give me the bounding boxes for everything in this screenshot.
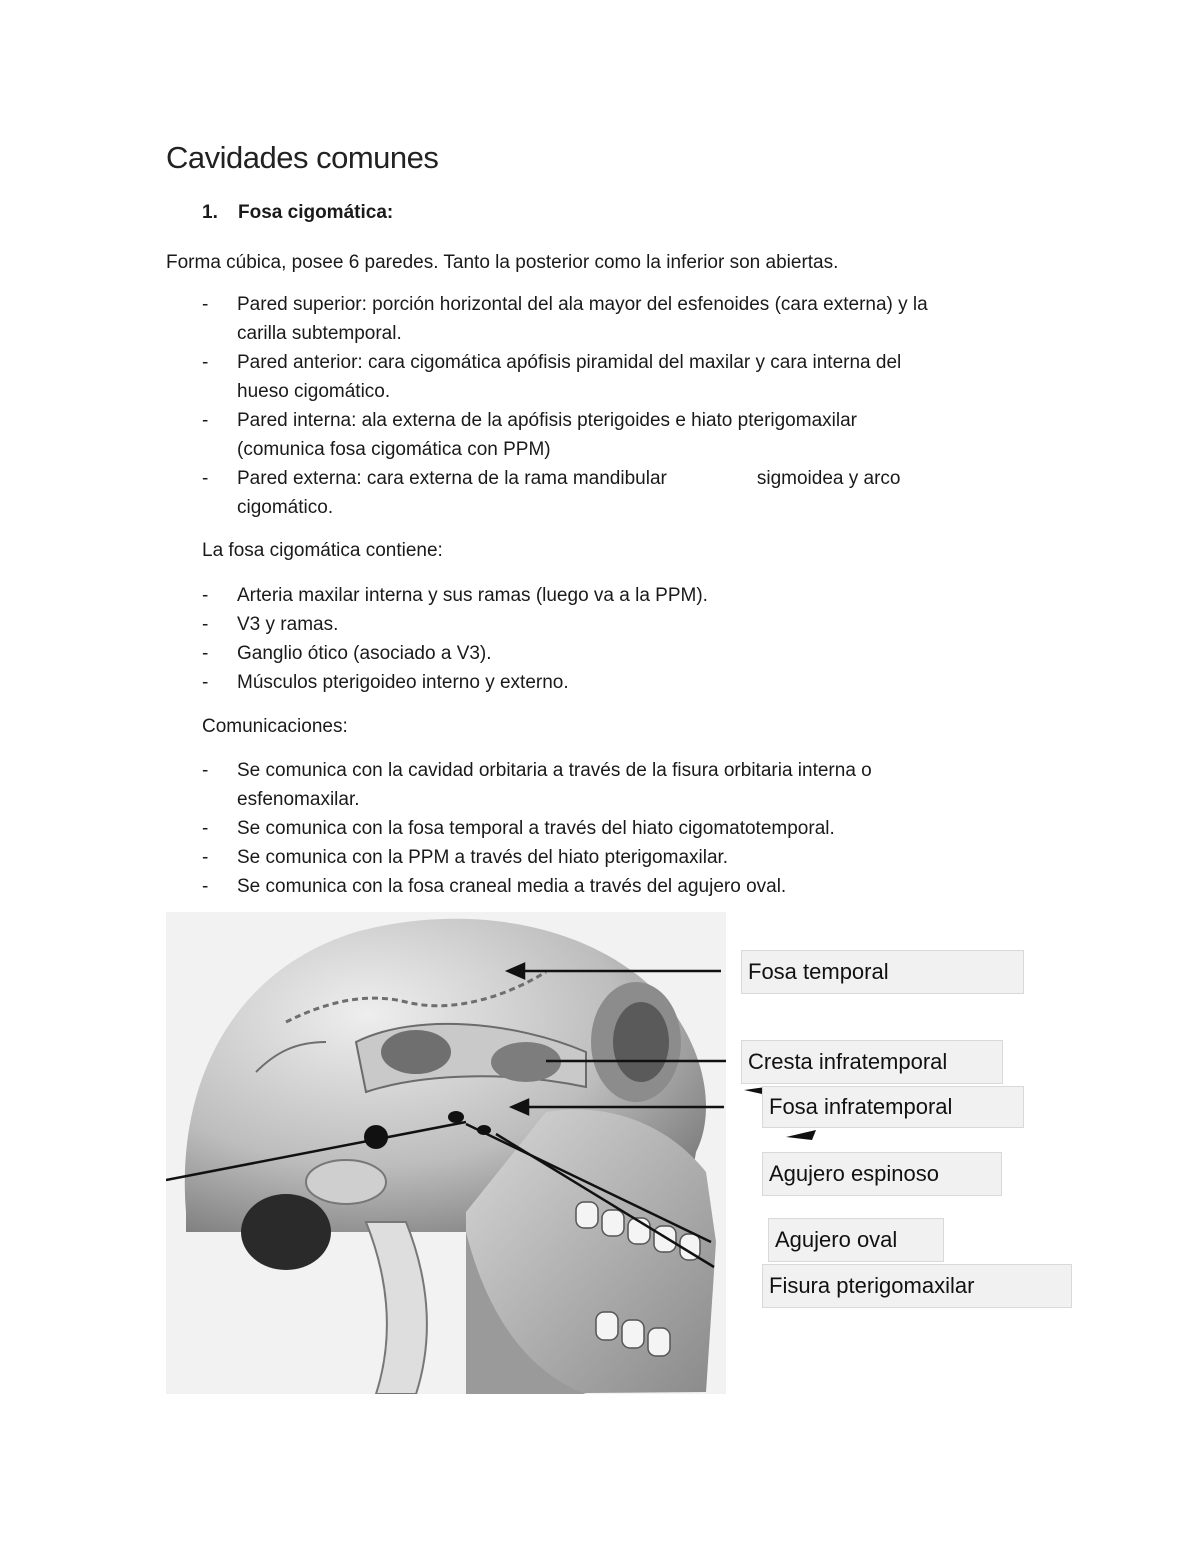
dash-bullet: - [202,468,209,489]
list-item-text: V3 y ramas. [237,614,339,635]
list-item [202,406,1027,464]
skull-figure [166,912,1076,1394]
list-item [202,843,1027,872]
communications-list [202,756,1027,901]
list-item-text: Pared externa: cara externa de la rama mandibular [237,468,667,489]
list-item-text: Pared superior: porción horizontal del ala mayor del esfenoides (cara externa) y la [237,294,928,315]
list-item-text: Pared anterior: cara cigomática apófisis piramidal del maxilar y cara interna del [237,352,902,373]
list-item-text: hueso cigomático. [237,381,391,402]
label-cresta-infratemporal [741,1040,1003,1084]
label-fosa-infratemporal [762,1086,1024,1128]
dash-bullet: - [202,614,209,635]
list-item [202,756,1027,814]
list-item-text: sigmoidea y arco [756,468,901,489]
dash-bullet: - [202,818,209,839]
dash-bullet: - [202,585,209,606]
list-item [202,610,1027,639]
list-item [202,464,1027,522]
list-item-text: Se comunica con la cavidad orbitaria a través de la fisura orbitaria interna o [237,760,872,781]
section-heading [202,202,393,224]
list-item-text: (comunica fosa cigomática con PPM) [237,439,551,460]
dash-bullet: - [202,760,209,781]
list-item-text: carilla subtemporal. [237,323,402,344]
label-agujero-espinoso [762,1152,1002,1196]
dash-bullet: - [202,847,209,868]
list-item-text: Músculos pterigoideo interno y externo. [237,672,569,693]
label-fosa-infratemporal-text: Fosa infratemporal [769,1094,953,1119]
label-agujero-oval-text: Agujero oval [775,1227,898,1252]
label-agujero-espinoso-text: Agujero espinoso [769,1161,940,1186]
list-item [202,814,1027,843]
list-item-text: Ganglio ótico (asociado a V3). [237,643,492,664]
list-item [202,581,1027,610]
label-fisura-pterigomaxilar-text: Fisura pterigomaxilar [769,1273,975,1298]
label-fisura-pterigomaxilar [762,1264,1072,1308]
list-item-text: Arteria maxilar interna y sus ramas (luego va a la PPM). [237,585,708,606]
communications-heading: Comunicaciones: [202,716,348,737]
page-title: Cavidades comunes [166,140,439,175]
list-item [202,668,1027,697]
section-number: 1. [202,202,218,223]
dash-bullet: - [202,294,209,315]
list-item [202,639,1027,668]
list-item-text: esfenomaxilar. [237,789,360,810]
list-item-text: cigomático. [237,497,334,518]
walls-list [202,290,1027,522]
list-item-text: Se comunica con la PPM a través del hiato pterigomaxilar. [237,847,729,868]
section-title: Fosa cigomática: [238,202,394,223]
dash-bullet: - [202,352,209,373]
list-item [202,290,1027,348]
label-fosa-temporal [741,950,1024,994]
list-item-text: Se comunica con la fosa craneal media a través del agujero oval. [237,876,787,897]
label-fosa-temporal-text: Fosa temporal [748,959,889,984]
contents-list [202,581,1027,697]
list-item [202,872,1027,901]
list-item [202,348,1027,406]
list-item-text: Pared interna: ala externa de la apófisis pterigoides e hiato pterigomaxilar [237,410,857,431]
dash-bullet: - [202,876,209,897]
label-cresta-infratemporal-text: Cresta infratemporal [748,1049,948,1074]
dash-bullet: - [202,672,209,693]
intro-paragraph: Forma cúbica, posee 6 paredes. Tanto la posterior como la inferior son abiertas. [166,252,839,273]
dash-bullet: - [202,410,209,431]
dash-bullet: - [202,643,209,664]
list-item-text: Se comunica con la fosa temporal a través del hiato cigomatotemporal. [237,818,835,839]
label-agujero-oval [768,1218,944,1262]
contents-heading: La fosa cigomática contiene: [202,540,443,561]
